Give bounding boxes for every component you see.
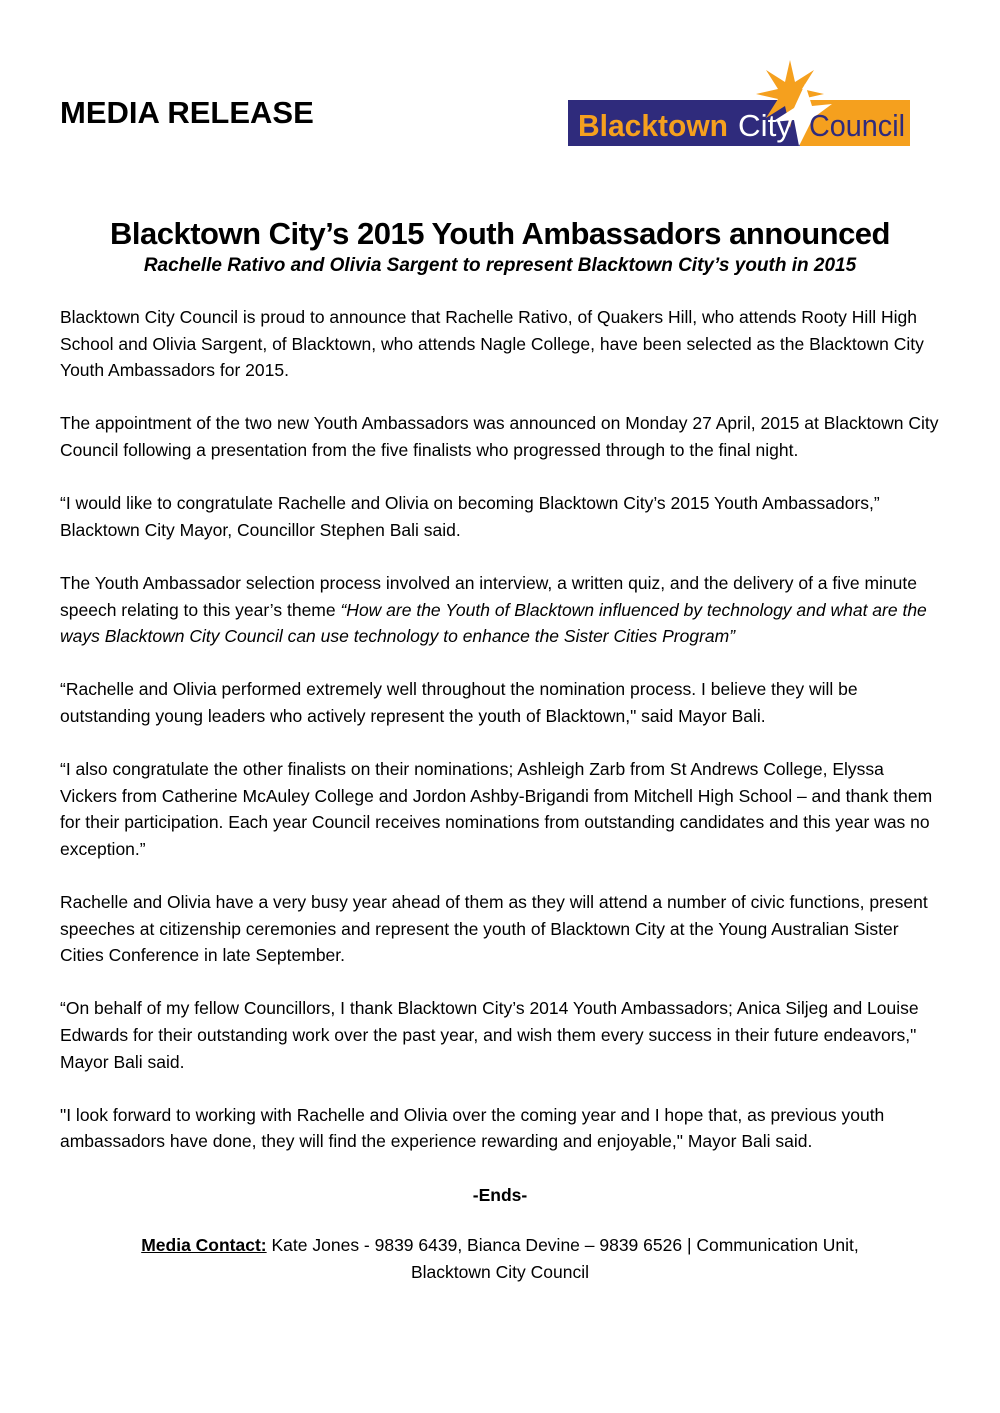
logo-word-blacktown: Blacktown <box>578 108 728 143</box>
paragraph-4 <box>60 570 940 650</box>
paragraph-1: Blacktown City Council is proud to announce that Rachelle Rativo, of Quakers Hill, who attends Rooty Hill High School and Olivia Sargent, of Blacktown, who attends Nagle College, have been selected as the Blacktown City Youth Ambassadors for 2015. <box>60 307 924 381</box>
paragraph-2: The appointment of the two new Youth Ambassadors was announced on Monday 27 April, 2015 at Blacktown City Council following a presentation from the five finalists who progressed through to the final night. <box>60 413 939 460</box>
logo-word-council: Council <box>809 108 905 143</box>
paragraph-5: “Rachelle and Olivia performed extremely well throughout the nomination process. I believe they will be outstanding young leaders who actively represent the youth of Blacktown," said Mayor Bali. <box>60 679 858 726</box>
logo-word-city: City <box>738 108 793 143</box>
media-contact <box>60 1232 940 1285</box>
council-logo-graphic <box>568 58 910 148</box>
article-body <box>60 216 940 1285</box>
paragraph-4-theme-quote: “How are the Youth of Blacktown influenced by technology and what are the ways Blacktown City Council can use technology to enhance the Sister Cities Program” <box>60 599 927 647</box>
headline: Blacktown City’s 2015 Youth Ambassadors announced <box>110 216 890 251</box>
paragraph-4-lead: The Youth Ambassador selection process involved an interview, a written quiz, and the delivery of a five minute speech relating to this year’s theme <box>60 572 918 620</box>
paragraph-9: "I look forward to working with Rachelle and Olivia over the coming year and I hope that, as previous youth ambassadors have done, they will find the experience rewarding and enjoyable," Mayor Bali said. <box>60 1104 885 1152</box>
media-contact-label: Media Contact: <box>141 1235 267 1256</box>
paragraph-7: Rachelle and Olivia have a very busy year ahead of them as they will attend a number of civic functions, present speeches at citizenship ceremonies and represent the youth of Blacktown City at the Young Australian Sister Cities Conference in late September. <box>60 892 928 966</box>
media-contact-line2: Blacktown City Council <box>411 1261 589 1282</box>
paragraph-8: “On behalf of my fellow Councillors, I thank Blacktown City’s 2014 Youth Ambassadors; Anica Siljeg and Louise Edwards for their outstanding work over the past year, and wish them every success in their future endeavors," Mayor Bali said. <box>60 998 919 1072</box>
paragraph-3: “I would like to congratulate Rachelle and Olivia on becoming Blacktown City’s 2015 Youth Ambassadors,” Blacktown City Mayor, Councillor Stephen Bali said. <box>60 493 880 540</box>
media-contact-line1: Kate Jones - 9839 6439, Bianca Devine – 9839 6526 | Communication Unit, <box>266 1235 859 1256</box>
page-title: MEDIA RELEASE <box>60 95 314 130</box>
subheadline: Rachelle Rativo and Olivia Sargent to represent Blacktown City’s youth in 2015 <box>143 255 857 276</box>
council-logo <box>568 58 910 148</box>
ends-marker: -Ends- <box>472 1184 528 1205</box>
paragraph-6: “I also congratulate the other finalists on their nominations; Ashleigh Zarb from St Andrews College, Elyssa Vickers from Catherine McAuley College and Jordon Ashby-Brigandi from Mitchell High School – and thank them for their participation. Each year Council receives nominations from outstanding candidates and this year was no exception.” <box>60 759 933 859</box>
